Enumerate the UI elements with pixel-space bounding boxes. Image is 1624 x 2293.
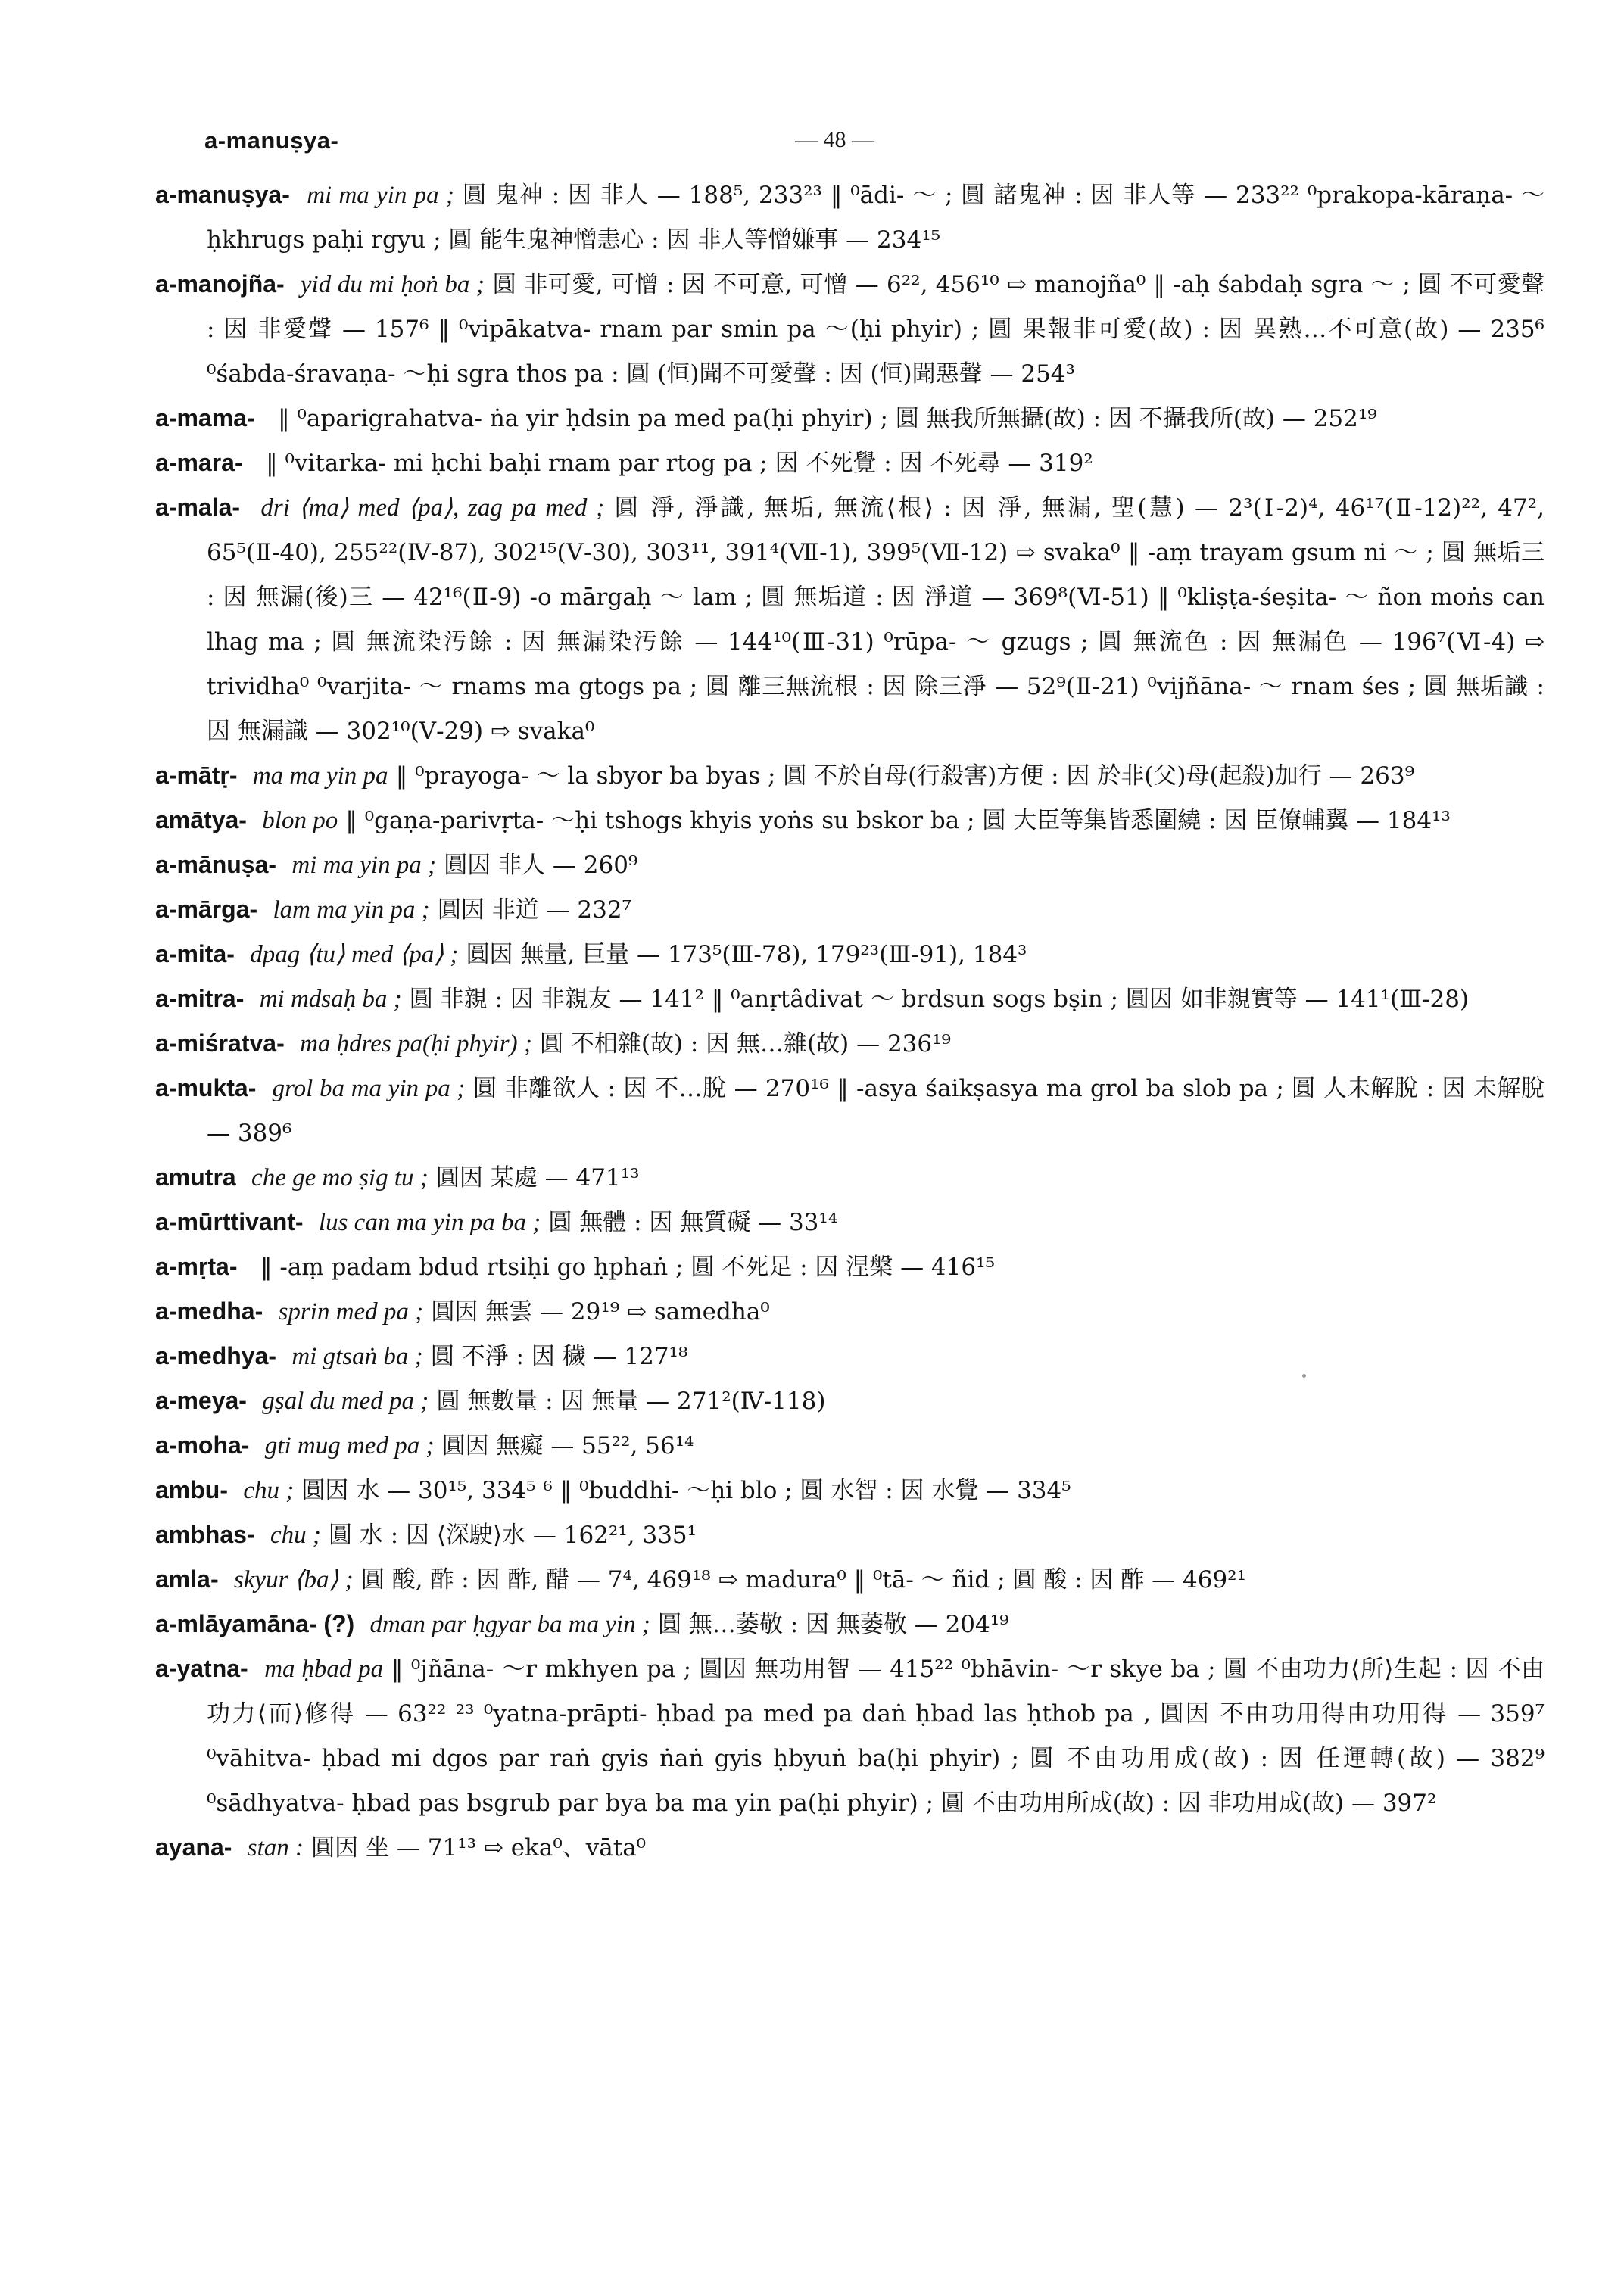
- entry: [155, 798, 1545, 843]
- entry: [155, 1021, 1545, 1066]
- headword: a-mlāyamāna- (?): [155, 1610, 355, 1637]
- headword: a-mukta-: [155, 1074, 257, 1101]
- entry-body: 圓 酸, 酢 : 因 酢, 醋 — 7⁴, 469¹⁸ ⇨ madura⁰ ‖ ⁰tā- ～ ñid ; 圓 酸 : 因 酢 — 469²¹: [360, 1566, 1247, 1594]
- entry-body: 圓因 非人 — 260⁹: [444, 852, 638, 879]
- headword: ambhas-: [155, 1521, 255, 1548]
- headword: a-mara-: [155, 449, 243, 476]
- entry-body: 圓因 無雲 — 29¹⁹ ⇨ samedha⁰: [431, 1298, 770, 1326]
- tibetan-equivalent: chu ;: [270, 1522, 321, 1549]
- entry: [155, 1647, 1545, 1825]
- tibetan-equivalent: grol ba ma yin pa ;: [272, 1075, 466, 1102]
- entry-body: 圓 無體 : 因 無質礙 — 33¹⁴: [548, 1209, 838, 1236]
- entry-body: 圓 無數量 : 因 無量 — 271²(Ⅳ-118): [436, 1388, 826, 1415]
- entry: [155, 1423, 1545, 1468]
- running-head: a-manuṣya-: [204, 127, 339, 154]
- headword: a-mūrttivant-: [155, 1208, 304, 1235]
- entry-body: 圓因 無癡 — 55²², 56¹⁴: [441, 1432, 694, 1460]
- headword: a-mala-: [155, 494, 241, 521]
- entry: [155, 1066, 1545, 1155]
- tibetan-equivalent: dpag ⟨tu⟩ med ⟨pa⟩ ;: [250, 941, 459, 968]
- entry-body: 圓 不淨 : 因 穢 — 127¹⁸: [430, 1343, 688, 1370]
- page-number: — 48 —: [795, 127, 874, 152]
- entry-body: 圓 淨, 淨識, 無垢, 無流⟨根⟩ : 因 淨, 無漏, 聖(慧) — 2³(Ⅰ-2)⁴, 46¹⁷(Ⅱ-12)²², 47², 65⁵(Ⅱ-40), 255²²(Ⅳ-87), 302¹⁵(Ⅴ-30), 303¹¹, 391⁴(Ⅶ-1), 399⁵(Ⅶ-12) ⇨ svaka⁰ ‖ -aṃ trayam gsum ni ～ ; 圓 無垢三 : 因 無漏(後)三 — 42¹⁶(Ⅱ-9) -o mārgaḥ ～ lam ; 圓 無垢道 : 因 淨道 — 369⁸(Ⅵ-51) ‖ ⁰kliṣṭa-śeṣita- ～ ñon moṅs can lhag ma ; 圓 無流染汚餘 : 因 無漏染汚餘 — 144¹⁰(Ⅲ-31) ⁰rūpa- ～ gzugs ; 圓 無流色 : 因 無漏色 — 196⁷(Ⅵ-4) ⇨ trividha⁰ ⁰varjita- ～ rnams ma gtogs pa ; 圓 離三無流根 : 因 除三淨 — 52⁹(Ⅱ-21) ⁰vijñāna- ～ rnam śes ; 圓 無垢識 : 因 無漏識 — 302¹⁰(Ⅴ-29) ⇨ svaka⁰: [207, 494, 1545, 745]
- entry-body: 圓 非親 : 因 非親友 — 141² ‖ ⁰anṛtâdivat ～ brdsun sogs bṣin ; 圓因 如非親實等 — 141¹(Ⅲ-28): [409, 986, 1470, 1013]
- entry: [155, 1200, 1545, 1245]
- entry: [155, 1557, 1545, 1602]
- tibetan-equivalent: yid du mi ḥoṅ ba ;: [300, 271, 485, 298]
- entry-body: ‖ ⁰gaṇa-parivṛta- ～ḥi tshogs khyis yoṅs su bskor ba ; 圓 大臣等集皆悉圍繞 : 因 臣僚輔翼 — 184¹³: [345, 807, 1451, 834]
- headword: amutra: [155, 1164, 236, 1191]
- tibetan-equivalent: ma ḥdres pa(ḥi phyir) ;: [300, 1030, 532, 1058]
- tibetan-equivalent: lus can ma yin pa ba ;: [318, 1209, 541, 1236]
- entry-body: ‖ ⁰prayoga- ～ la sbyor ba byas ; 圓 不於自母(行殺害)方便 : 因 於非(父)母(起殺)加行 — 263⁹: [395, 762, 1414, 790]
- entry-body: 圓 水 : 因 ⟨深駛⟩水 — 162²¹, 335¹: [329, 1522, 697, 1549]
- entry: [155, 753, 1545, 798]
- tibetan-equivalent: chu ;: [243, 1477, 295, 1504]
- headword: a-medhya-: [155, 1342, 277, 1369]
- entry-body: ‖ -aṃ padam bdud rtsiḥi go ḥphaṅ ; 圓 不死足 : 因 涅槃 — 416¹⁵: [260, 1254, 995, 1281]
- entry: [155, 1155, 1545, 1200]
- entry: [155, 1825, 1545, 1870]
- tibetan-equivalent: lam ma yin pa ;: [273, 896, 430, 924]
- headword: a-mānuṣa-: [155, 851, 277, 878]
- tibetan-equivalent: gti mug med pa ;: [264, 1432, 435, 1460]
- headword: a-mitra-: [155, 985, 245, 1012]
- entry-body: 圓因 非道 — 232⁷: [437, 896, 631, 924]
- tibetan-equivalent: dman par ḥgyar ba ma yin ;: [369, 1611, 650, 1638]
- headword: a-moha-: [155, 1432, 250, 1459]
- headword: a-mita-: [155, 940, 235, 967]
- entry-body: 圓因 坐 — 71¹³ ⇨ eka⁰、vāta⁰: [311, 1834, 647, 1862]
- entry-list: [155, 173, 1545, 1870]
- tibetan-equivalent: ma ḥbad pa: [264, 1656, 384, 1683]
- entry: [155, 843, 1545, 887]
- entry: [155, 396, 1545, 441]
- entry: [155, 977, 1545, 1021]
- tibetan-equivalent: mi gtsaṅ ba ;: [291, 1343, 423, 1370]
- tibetan-equivalent: mi ma yin pa ;: [307, 182, 454, 209]
- tibetan-equivalent: mi mdsaḥ ba ;: [259, 986, 402, 1013]
- entry-body: 圓因 無量, 巨量 — 173⁵(Ⅲ-78), 179²³(Ⅲ-91), 184³: [466, 941, 1027, 968]
- tibetan-equivalent: ma ma yin pa: [252, 762, 388, 790]
- entry-body: 圓 非可愛, 可憎 : 因 不可意, 可憎 — 6²², 456¹⁰ ⇨ manojña⁰ ‖ -aḥ śabdaḥ sgra ～ ; 圓 不可愛聲 : 因 非愛聲 — 157⁶ ‖ ⁰vipākatva- rnam par smin pa ～(ḥi phyir) ; 圓 果報非可愛(故) : 因 異熟…不可意(故) — 235⁶ ⁰śabda-śravaṇa- ～ḥi sgra thos pa : 圓 (恒)聞不可愛聲 : 因 (恒)聞惡聲 — 254³: [207, 271, 1545, 388]
- headword: a-mama-: [155, 404, 255, 431]
- headword: amla-: [155, 1566, 219, 1593]
- headword: amātya-: [155, 806, 247, 833]
- tibetan-equivalent: dri ⟨ma⟩ med ⟨pa⟩, zag pa med ;: [260, 494, 605, 522]
- tibetan-equivalent: che ge mo ṣig tu ;: [251, 1164, 429, 1192]
- entry: [155, 485, 1545, 753]
- tibetan-equivalent: blon po: [262, 807, 338, 834]
- entry: [155, 887, 1545, 932]
- entry: [155, 1245, 1545, 1289]
- entry: [155, 173, 1545, 262]
- entry-body: ‖ ⁰jñāna- ～r mkhyen pa ; 圓因 無功用智 — 415²² ⁰bhāvin- ～r skye ba ; 圓 不由功力⟨所⟩生起 : 因 不由功力⟨而⟩修得 — 63²² ²³ ⁰yatna-prāpti- ḥbad pa med pa daṅ ḥbad las ḥthob pa , 圓因 不由功用得由功用得 — 359⁷ ⁰vāhitva- ḥbad mi dgos par raṅ gyis ṅaṅ gyis ḥbyuṅ ba(ḥi phyir) ; 圓 不由功用成(故) : 因 任運轉(故) — 382⁹ ⁰sādhyatva- ḥbad pas bsgrub par bya ba ma yin pa(ḥi phyir) ; 圓 不由功用所成(故) : 因 非功用成(故) — 397²: [207, 1656, 1545, 1817]
- headword: a-mārga-: [155, 896, 258, 923]
- entry: [155, 1289, 1545, 1334]
- print-speck: [1302, 1374, 1306, 1378]
- entry-body: 圓 不相雜(故) : 因 無…雜(故) — 236¹⁹: [540, 1030, 951, 1058]
- tibetan-equivalent: skyur ⟨ba⟩ ;: [233, 1566, 354, 1594]
- headword: a-yatna-: [155, 1655, 248, 1682]
- tibetan-equivalent: sprin med pa ;: [278, 1298, 424, 1326]
- entry: [155, 1513, 1545, 1557]
- tibetan-equivalent: mi ma yin pa ;: [291, 852, 437, 879]
- headword: a-mṛta-: [155, 1253, 238, 1280]
- headword: ayana-: [155, 1833, 232, 1861]
- headword: a-manuṣya-: [155, 181, 290, 208]
- entry-body: 圓因 某處 — 471¹³: [435, 1164, 640, 1192]
- entry-body: 圓 無…萎敬 : 因 無萎敬 — 204¹⁹: [658, 1611, 1009, 1638]
- entry: [155, 1602, 1545, 1647]
- entry: [155, 1468, 1545, 1513]
- entry-body: ‖ ⁰aparigrahatva- ṅa yir ḥdsin pa med pa(ḥi phyir) ; 圓 無我所無攝(故) : 因 不攝我所(故) — 252¹⁹: [278, 405, 1377, 432]
- entry: [155, 262, 1545, 396]
- headword: a-miśratva-: [155, 1030, 285, 1057]
- tibetan-equivalent: gṣal du med pa ;: [262, 1388, 429, 1415]
- entry-body: 圓 非離欲人 : 因 不…脫 — 270¹⁶ ‖ -asya śaikṣasya ma grol ba slob pa ; 圓 人未解脫 : 因 未解脫 — 389⁶: [207, 1075, 1545, 1147]
- headword: a-manojña-: [155, 270, 285, 298]
- headword: a-meya-: [155, 1387, 247, 1414]
- entry: [155, 1334, 1545, 1379]
- entry: [155, 1379, 1545, 1423]
- entry: [155, 932, 1545, 977]
- headword: a-medha-: [155, 1298, 263, 1325]
- entry-body: 圓因 水 — 30¹⁵, 334⁵ ⁶ ‖ ⁰buddhi- ～ḥi blo ; 圓 水智 : 因 水覺 — 334⁵: [301, 1477, 1071, 1504]
- entry-body: 圓 鬼神 : 因 非人 — 188⁵, 233²³ ‖ ⁰ādi- ～ ; 圓 諸鬼神 : 因 非人等 — 233²² ⁰prakopa-kāraṇa- ～ ḥkhrugs paḥi rgyu ; 圓 能生鬼神憎恚心 : 因 非人等憎嫌事 — 234¹⁵: [207, 182, 1545, 254]
- headword: a-mātṛ-: [155, 762, 238, 789]
- headword: ambu-: [155, 1476, 228, 1503]
- entry: [155, 441, 1545, 485]
- entry-body: ‖ ⁰vitarka- mi ḥchi baḥi rnam par rtog pa ; 因 不死覺 : 因 不死尋 — 319²: [266, 450, 1093, 477]
- tibetan-equivalent: stan :: [247, 1834, 304, 1862]
